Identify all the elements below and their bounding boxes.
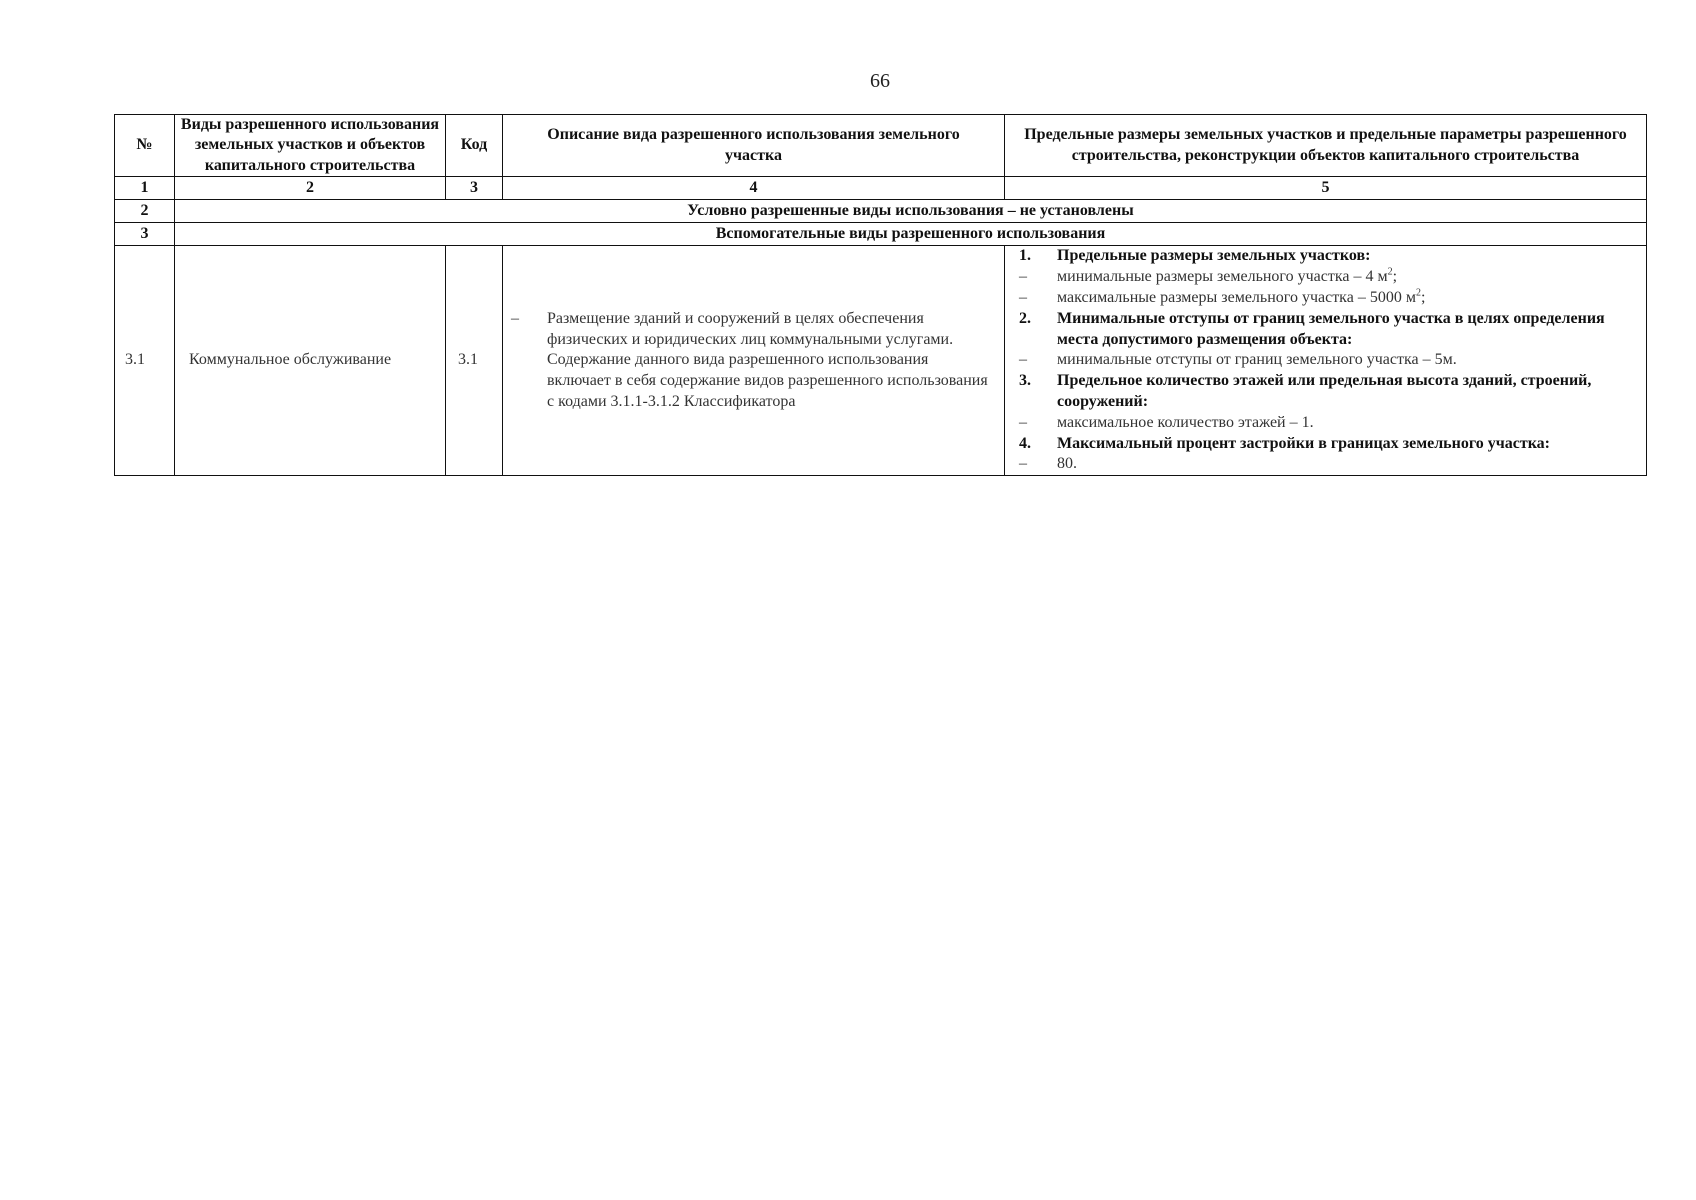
param-item-text: [1057, 288, 1642, 309]
param-marker: –: [1019, 289, 1027, 306]
param-heading: [1009, 434, 1642, 455]
section-title: Вспомогательные виды разрешенного использования: [175, 223, 1647, 246]
param-heading: [1009, 309, 1642, 351]
param-item-text: минимальные отступы от границ земельного участка – 5м.: [1057, 351, 1457, 369]
header-name: Виды разрешенного использования земельных участков и объектов капитального строительства: [175, 115, 446, 177]
land-use-table: [114, 114, 1647, 476]
row-params-cell: [1005, 246, 1647, 476]
section-row-conditional: [115, 200, 1647, 223]
params-list: [1009, 246, 1642, 475]
param-item-text: 80.: [1057, 455, 1077, 473]
column-number: 3: [446, 177, 503, 200]
header-code: Код: [446, 115, 503, 177]
param-item: [1009, 413, 1642, 434]
param-item: [1009, 267, 1642, 288]
param-marker: 3.: [1019, 372, 1031, 390]
param-marker: 4.: [1019, 434, 1031, 452]
header-params: Предельные размеры земельных участков и предельные параметры разрешенного строительства, реконструкции объектов капитального строительства: [1005, 115, 1647, 177]
param-item: [1009, 350, 1642, 371]
param-item-end: ;: [1420, 289, 1426, 306]
param-marker: 2.: [1019, 309, 1031, 327]
row-description: Размещение зданий и сооружений в целях обеспечения физических и юридических лиц коммунальными услугами. Содержание данного вида разрешенного использования включает в себя содержание видов разрешенного использования с кодами 3.1.1-3.1.2 Классификатора: [547, 309, 988, 410]
header-num: №: [115, 115, 175, 177]
param-item-text: [1057, 267, 1642, 288]
param-item: [1009, 454, 1642, 475]
param-item-value: минимальные размеры земельного участка – 4 м: [1057, 268, 1388, 286]
superscript: 2: [1387, 266, 1393, 278]
param-heading: [1009, 246, 1642, 267]
section-number: 3: [115, 223, 175, 246]
row-number: 3.1: [115, 246, 175, 476]
param-item-end: ;: [1392, 268, 1398, 286]
param-marker: –: [1019, 351, 1027, 369]
param-item: [1009, 288, 1642, 309]
param-heading: [1009, 371, 1642, 413]
header-row: [115, 115, 1647, 177]
section-title: Условно разрешенные виды использования – не установлены: [175, 200, 1647, 223]
header-description: Описание вида разрешенного использования земельного участка: [503, 115, 1005, 177]
section-row-auxiliary: [115, 223, 1647, 246]
column-number: 5: [1005, 177, 1647, 200]
param-heading-text: Предельные размеры земельных участков:: [1057, 247, 1371, 265]
description-dash: –: [511, 309, 519, 327]
column-number: 1: [115, 177, 175, 200]
table-row: [115, 246, 1647, 476]
param-marker: –: [1019, 268, 1027, 286]
param-marker: –: [1019, 413, 1027, 431]
param-item-value: максимальные размеры земельного участка – 5000 м: [1057, 289, 1416, 306]
row-use-name: Коммунальное обслуживание: [175, 246, 446, 476]
column-number-row: [115, 177, 1647, 200]
row-code: 3.1: [446, 246, 503, 476]
param-marker: 1.: [1019, 247, 1031, 265]
param-marker: –: [1019, 455, 1027, 473]
param-heading-text: Максимальный процент застройки в границах земельного участка:: [1057, 434, 1550, 452]
column-number: 4: [503, 177, 1005, 200]
param-heading-text: Предельное количество этажей или предельная высота зданий, строений, сооружений:: [1057, 372, 1592, 410]
row-description-cell: [503, 246, 1005, 476]
param-heading-text: Минимальные отступы от границ земельного участка в целях определения места допустимого размещения объекта:: [1057, 309, 1605, 348]
section-number: 2: [115, 200, 175, 223]
superscript: 2: [1415, 287, 1421, 299]
param-item-text: максимальное количество этажей – 1.: [1057, 413, 1314, 431]
page-number: 66: [870, 70, 890, 92]
column-number: 2: [175, 177, 446, 200]
